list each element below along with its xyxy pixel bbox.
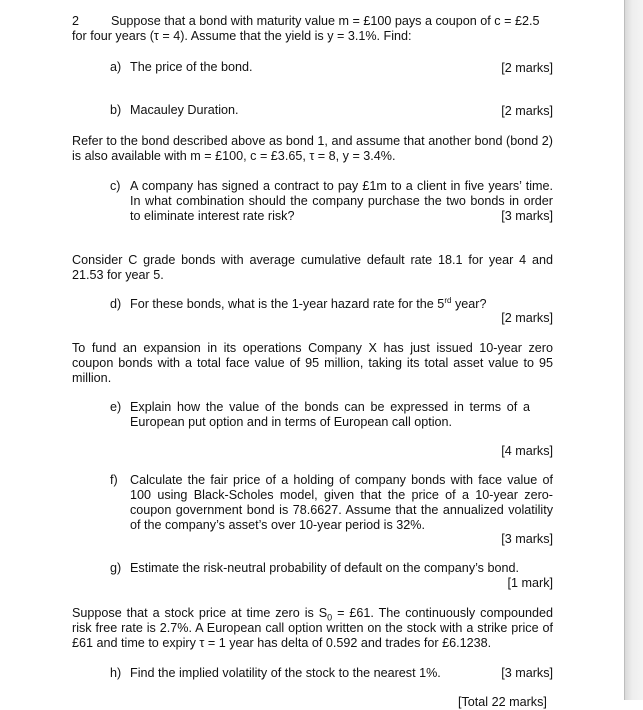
part-h-text: Find the implied volatility of the stock to the nearest 1%. [130,666,441,680]
part-b-label: b) [110,103,122,117]
part-f-marks: [3 marks] [501,532,553,546]
part-f-label: f) [110,473,118,487]
part-e-label: e) [110,400,122,414]
part-a-text: The price of the bond. [130,60,253,74]
question-intro: 2 Suppose that a bond with maturity value m = £100 pays a coupon of c = £2.5 [72,14,540,28]
part-c-text: A company has signed a contract to pay £1m to a client in five years’ time. In what combination should the company purchase the two bonds in order to eliminate interest rate risk? [130,179,553,223]
part-a [110,60,430,75]
part-b-text: Macauley Duration. [130,103,239,117]
companyx-paragraph: To fund an expansion in its operations Company X has just issued 10-year zero coupon bonds with a total face value of 95 million, taking its total asset value to 95 million. [72,341,553,385]
total-marks-clipped: [Total 22 marks] [458,695,547,709]
question-number: 2 [72,14,80,28]
question-intro-line2: for four years (τ = 4). Assume that the yield is y = 3.1%. Find: [72,29,412,43]
part-h-marks: [3 marks] [501,666,553,680]
part-e-marks: [4 marks] [501,444,553,458]
part-a-label: a) [110,60,122,74]
part-g-text: Estimate the risk-neutral probability of default on the company’s bond. [130,561,519,575]
part-h-label: h) [110,666,122,680]
part-d-marks: [2 marks] [501,311,553,325]
cgrade-paragraph: Consider C grade bonds with average cumulative default rate 18.1 for year 4 and 21.53 for year 5. [72,253,553,282]
part-b [110,103,430,118]
part-c-label: c) [110,179,121,193]
part-a-marks: [2 marks] [501,61,553,75]
bond2-paragraph: Refer to the bond described above as bond 1, and assume that another bond (bond 2) is also available with m = £100, c = £3.65, τ = 8, y = 3.4%. [72,134,553,163]
part-g-label: g) [110,561,122,575]
part-c [110,179,553,224]
stock-paragraph: Suppose that a stock price at time zero is $S_0$ = £61. The continuously compounded risk free rate is 2.7%. A European call option written on the stock with a strike price of £61 and time to expiry τ = 1 year has delta of 0.592 and trades for £6.1238. [72,606,553,650]
part-c-marks: [3 marks] [501,209,553,223]
part-e [110,400,530,430]
part-e-text: Explain how the value of the bonds can be expressed in terms of a European put option and in terms of European call option. [130,400,530,429]
part-g [110,561,553,576]
part-b-marks: [2 marks] [501,104,553,118]
part-d-label: d) [110,297,122,311]
part-f-text: Calculate the fair price of a holding of company bonds with face value of 100 using Black-Scholes model, given that the price of a 10-year zero-coupon government bond is 78.6627. Assume that the annualized volatility of the company’s asset’s over 10-year period is 32%. [130,473,553,532]
page-edge-shadow [625,0,643,700]
part-f [110,473,553,533]
part-h [110,666,460,681]
part-d: d) For these bonds, what is the 1-year hazard rate for the 5rd year? [110,295,487,311]
part-g-marks: [1 mark] [507,576,553,590]
